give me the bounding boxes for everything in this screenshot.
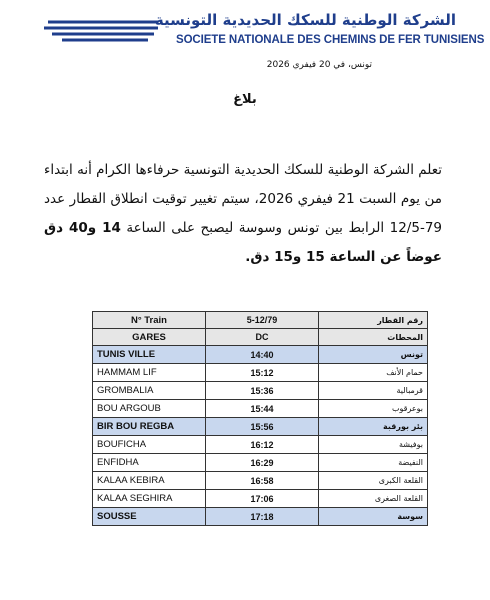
departure-time: 15:44 [206, 400, 319, 418]
schedule-table [92, 311, 428, 526]
document-date: تونس، في 20 فيفري 2026 [266, 60, 372, 70]
table-row [93, 436, 428, 454]
station-name-fr: HAMMAM LIF [93, 364, 206, 382]
departure-time: 16:29 [206, 454, 319, 472]
station-name-ar: حمام الأنف [319, 364, 428, 382]
station-name-fr: KALAA SEGHIRA [93, 490, 206, 508]
table-row [93, 472, 428, 490]
header-train-label: N° Train [93, 312, 206, 329]
departure-time: 15:36 [206, 382, 319, 400]
station-name-ar: النفيضة [319, 454, 428, 472]
table-row [93, 490, 428, 508]
sncft-logo [44, 18, 162, 44]
station-name-fr: GROMBALIA [93, 382, 206, 400]
table-row [93, 400, 428, 418]
table-row [93, 418, 428, 436]
station-name-fr: TUNIS VILLE [93, 346, 206, 364]
table-row [93, 382, 428, 400]
departure-time: 15:12 [206, 364, 319, 382]
station-name-fr: BIR BOU REGBA [93, 418, 206, 436]
table-row [93, 508, 428, 526]
company-name-french: SOCIETE NATIONALE DES CHEMINS DE FER TUNISIENS [176, 34, 485, 46]
departure-time: 17:06 [206, 490, 319, 508]
station-name-ar: بوعرقوب [319, 400, 428, 418]
table-row [93, 364, 428, 382]
station-name-ar: قرمبالية [319, 382, 428, 400]
header-train-label-ar: رقم القطار [319, 312, 428, 329]
announcement-text [44, 156, 442, 272]
station-name-fr: BOUFICHA [93, 436, 206, 454]
station-name-ar: بئر بورقبة [319, 418, 428, 436]
departure-time: 16:58 [206, 472, 319, 490]
table-row [93, 454, 428, 472]
station-name-fr: SOUSSE [93, 508, 206, 526]
announcement-bold-times: 14 و40 دق عوضاً عن الساعة 15 و15 دق. [44, 220, 442, 265]
announcement-body: تعلم الشركة الوطنية للسكك الحديدية التونسية حرفاءها الكرام أنه ابتداء من يوم السبت 21 فيفري 2026، سيتم تغيير توقيت انطلاق القطار عدد 79-12/5 الرابط بين تونس وسوسة ليصبح على الساعة [44, 162, 442, 236]
station-name-ar: تونس [319, 346, 428, 364]
departure-time: 14:40 [206, 346, 319, 364]
station-name-fr: BOU ARGOUB [93, 400, 206, 418]
station-name-ar: بوفيشة [319, 436, 428, 454]
station-name-ar: القلعة الصغرى [319, 490, 428, 508]
header-stations-label-ar: المحطات [319, 329, 428, 346]
table-row [93, 346, 428, 364]
header-dc-label: DC [206, 329, 319, 346]
company-name-arabic: الشركة الوطنية للسكك الحديدية التونسية [154, 11, 456, 29]
station-name-ar: القلعة الكبرى [319, 472, 428, 490]
header-train-number: 5-12/79 [206, 312, 319, 329]
table-header-train [93, 312, 428, 329]
departure-time: 16:12 [206, 436, 319, 454]
station-name-fr: ENFIDHA [93, 454, 206, 472]
departure-time: 17:18 [206, 508, 319, 526]
document-title: بلاغ [233, 92, 257, 107]
departure-time: 15:56 [206, 418, 319, 436]
station-name-fr: KALAA KEBIRA [93, 472, 206, 490]
table-header-stations [93, 329, 428, 346]
header-stations-label: GARES [93, 329, 206, 346]
station-name-ar: سوسة [319, 508, 428, 526]
